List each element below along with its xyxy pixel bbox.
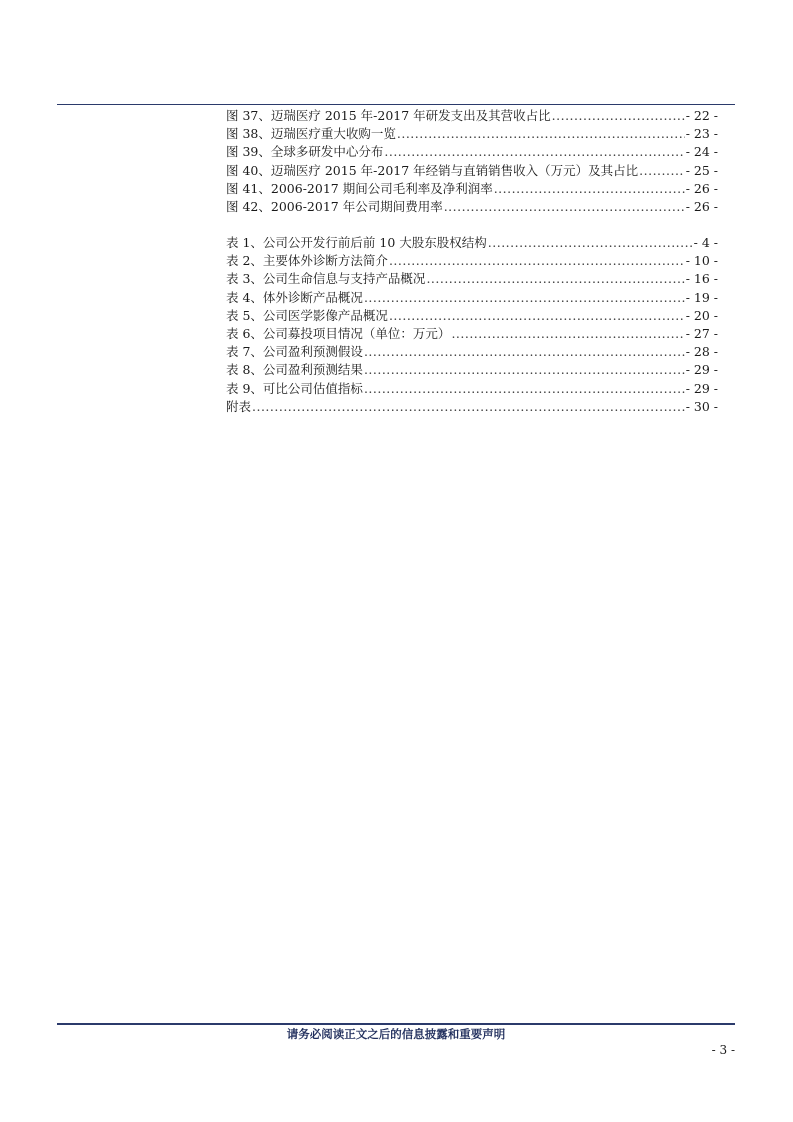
toc-leader-dots [426, 270, 684, 288]
toc-entry-label: 表 6、公司募投项目情况（单位：万元） [226, 325, 451, 341]
toc-leader-dots [494, 180, 685, 198]
toc-entry-label: 表 2、主要体外诊断方法简介 [226, 253, 388, 269]
toc-entry[interactable] [226, 380, 718, 398]
toc-entry-page: - 26 - [685, 180, 718, 196]
toc-entry-label: 表 5、公司医学影像产品概况 [226, 307, 388, 323]
toc-entry[interactable] [226, 143, 718, 161]
toc-entry-label: 表 4、体外诊断产品概况 [226, 289, 363, 305]
toc-leader-dots [397, 125, 685, 143]
toc-leader-dots [252, 398, 685, 416]
table-index [226, 234, 718, 416]
toc-leader-dots [451, 325, 684, 343]
toc-entry[interactable] [226, 234, 718, 252]
toc-entry-page: - 20 - [685, 307, 718, 323]
toc-entry-label: 图 41、2006-2017 期间公司毛利率及净利润率 [226, 180, 493, 196]
toc-leader-dots [389, 307, 685, 325]
toc-entry-label: 图 37、迈瑞医疗 2015 年-2017 年研发支出及其营收占比 [226, 108, 551, 123]
toc-entry-label: 图 38、迈瑞医疗重大收购一览 [226, 126, 396, 142]
header-rule [57, 104, 735, 105]
toc-entry-page: - 28 - [685, 344, 718, 360]
toc-entry[interactable] [226, 162, 718, 180]
toc-entry-page: - 29 - [685, 380, 718, 396]
toc-entry-page: - 29 - [685, 362, 718, 378]
toc-entry[interactable] [226, 307, 718, 325]
toc-entry[interactable] [226, 252, 718, 270]
toc-entry-page: - 25 - [685, 162, 718, 178]
toc-entry-page: - 30 - [685, 398, 718, 414]
toc-entry[interactable] [226, 289, 718, 307]
toc-entry-page: - 19 - [685, 289, 718, 305]
toc-entry[interactable] [226, 125, 718, 143]
toc-entry-page: - 4 - [693, 235, 718, 250]
figure-index [226, 107, 718, 216]
toc-leader-dots [364, 289, 685, 307]
page-number: - 3 - [711, 1043, 735, 1057]
toc-entry-page: - 26 - [685, 198, 718, 214]
toc-entry-label: 表 7、公司盈利预测假设 [226, 344, 363, 360]
toc-entry-label: 图 42、2006-2017 年公司期间费用率 [226, 198, 443, 214]
toc-entry-label: 图 40、迈瑞医疗 2015 年-2017 年经销与直销销售收入（万元）及其占比 [226, 162, 639, 178]
toc-entry-page: - 10 - [685, 253, 718, 269]
toc-entry-label: 附表 [226, 398, 252, 414]
toc-entry-page: - 16 - [685, 271, 718, 287]
footer-rule [57, 1023, 735, 1025]
toc-entry-label: 图 39、全球多研发中心分布 [226, 144, 384, 160]
toc-entry[interactable] [226, 180, 718, 198]
toc-entry[interactable] [226, 107, 718, 125]
toc-leader-dots [552, 107, 685, 125]
toc-leader-dots [384, 143, 684, 161]
toc-entry-page: - 27 - [685, 325, 718, 341]
toc-entry-label: 表 8、公司盈利预测结果 [226, 362, 363, 378]
toc-entry-page: - 22 - [685, 108, 718, 123]
toc-entry-label: 表 3、公司生命信息与支持产品概况 [226, 271, 426, 287]
toc-leader-dots [444, 198, 685, 216]
toc-entry-page: - 24 - [685, 144, 718, 160]
toc-leader-dots [364, 343, 685, 361]
toc-entry-page: - 23 - [685, 126, 718, 142]
toc-leader-dots [364, 380, 685, 398]
toc-entry[interactable] [226, 343, 718, 361]
toc-entry-label: 表 9、可比公司估值指标 [226, 380, 363, 396]
toc-entry[interactable] [226, 361, 718, 379]
toc-leader-dots [364, 361, 685, 379]
toc-leader-dots [639, 162, 685, 180]
toc-entry[interactable] [226, 398, 718, 416]
disclosure-notice: 请务必阅读正文之后的信息披露和重要声明 [286, 1027, 506, 1041]
toc-leader-dots [389, 252, 685, 270]
toc-entry[interactable] [226, 198, 718, 216]
toc-entry-label: 表 1、公司公开发行前后前 10 大股东股权结构 [226, 235, 487, 250]
toc-entry[interactable] [226, 325, 718, 343]
toc-entry[interactable] [226, 270, 718, 288]
toc-leader-dots [488, 234, 693, 252]
